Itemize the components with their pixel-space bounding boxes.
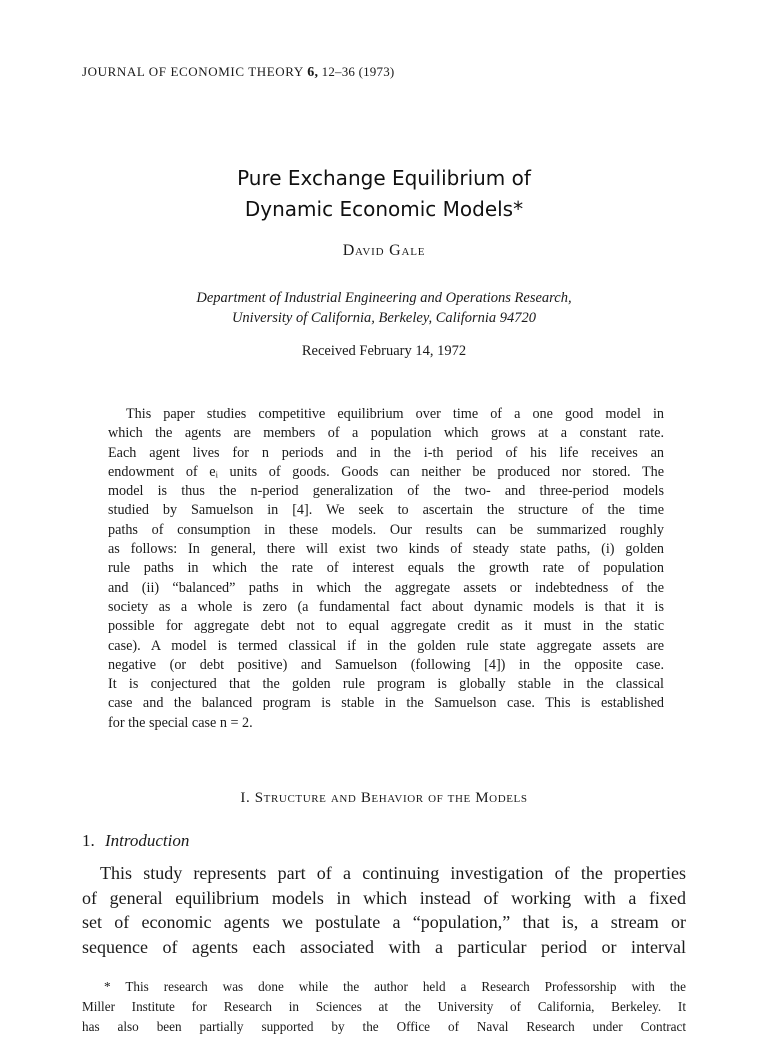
abstract-line: This paper studies competitive equilibrium over time of a one good model in [126, 406, 664, 422]
abstract-line: society as a whole is zero (a fundamental fact about dynamic models is that it is [108, 598, 664, 615]
paper-title-line-2: Dynamic Economic Models* [244, 197, 524, 221]
paper-title-line-1: Pure Exchange Equilibrium of [237, 166, 531, 190]
abstract [108, 405, 664, 733]
abstract-line: Each agent lives for n periods and in the i-th period of his life receives an [108, 444, 664, 461]
author-affiliation [0, 288, 768, 328]
affiliation-line-2: University of California, Berkeley, California 94720 [231, 310, 537, 326]
abstract-line: for the special case n = 2. [108, 714, 253, 731]
body-line: of general equilibrium models in which instead of working with a fixed [82, 887, 686, 908]
footnote [82, 977, 686, 1034]
abstract-line: possible for aggregate debt not to equal aggregate credit as it must in the static [108, 618, 664, 635]
abstract-line: paths of consumption in these models. Our results can be summarized roughly [108, 521, 664, 538]
abstract-line: model is thus the n-period generalization of the two- and three-period models [108, 483, 664, 500]
subsection-label: Introduction [105, 831, 190, 850]
received-date: Received February 14, 1972 [301, 343, 467, 359]
journal-volume: 6, [307, 65, 319, 80]
author-name: David Gale [342, 242, 426, 259]
body-line: set of economic agents we postulate a “population,” that is, a stream or [82, 912, 686, 932]
abstract-line: as follows: In general, there will exist two kinds of steady state paths, (i) golden [108, 541, 664, 558]
body-paragraph [82, 861, 686, 959]
affiliation-line-1: Department of Industrial Engineering and Operations Research, [196, 290, 572, 306]
abstract-line: negative (or debt positive) and Samuelson (following [4]) in the opposite case. [108, 656, 664, 673]
body-line: sequence of agents each associated with a particular period or interval [82, 936, 686, 957]
footnote-line: Miller Institute for Research in Sciences at the University of California, Berkeley. It [82, 999, 686, 1014]
subsection-heading [82, 831, 189, 851]
abstract-line: and (ii) “balanced” paths in which the aggregate assets or indebtedness of the [108, 579, 664, 596]
abstract-line: case). A model is termed classical if in the golden rule state aggregate assets are [108, 637, 664, 654]
paper-title [0, 163, 768, 225]
section-heading: I. Structure and Behavior of the Models [240, 790, 528, 806]
footnote-line: has also been partially supported by the Office of Naval Research under Contract [82, 1019, 686, 1034]
footnote-line: * This research was done while the author held a Research Professorship with the [104, 979, 686, 994]
journal-pages-year: 12–36 (1973) [321, 64, 395, 79]
abstract-line: which the agents are members of a population which grows at a constant rate. [108, 425, 664, 442]
running-header [82, 64, 394, 81]
abstract-line: studied by Samuelson in [4]. We seek to ascertain the structure of the time [108, 502, 664, 519]
abstract-line: case and the balanced program is stable in the Samuelson case. This is established [108, 695, 664, 712]
subsection-number: 1. [82, 831, 95, 850]
journal-name: JOURNAL OF ECONOMIC THEORY [82, 64, 304, 79]
abstract-line: rule paths in which the rate of interest equals the growth rate of population [108, 560, 664, 577]
body-line: This study represents part of a continuing investigation of the properties [100, 863, 686, 883]
abstract-line: It is conjectured that the golden rule program is globally stable in the classical [108, 676, 664, 693]
abstract-line: endowment of eᵢ units of goods. Goods can neither be produced nor stored. The [108, 463, 664, 480]
